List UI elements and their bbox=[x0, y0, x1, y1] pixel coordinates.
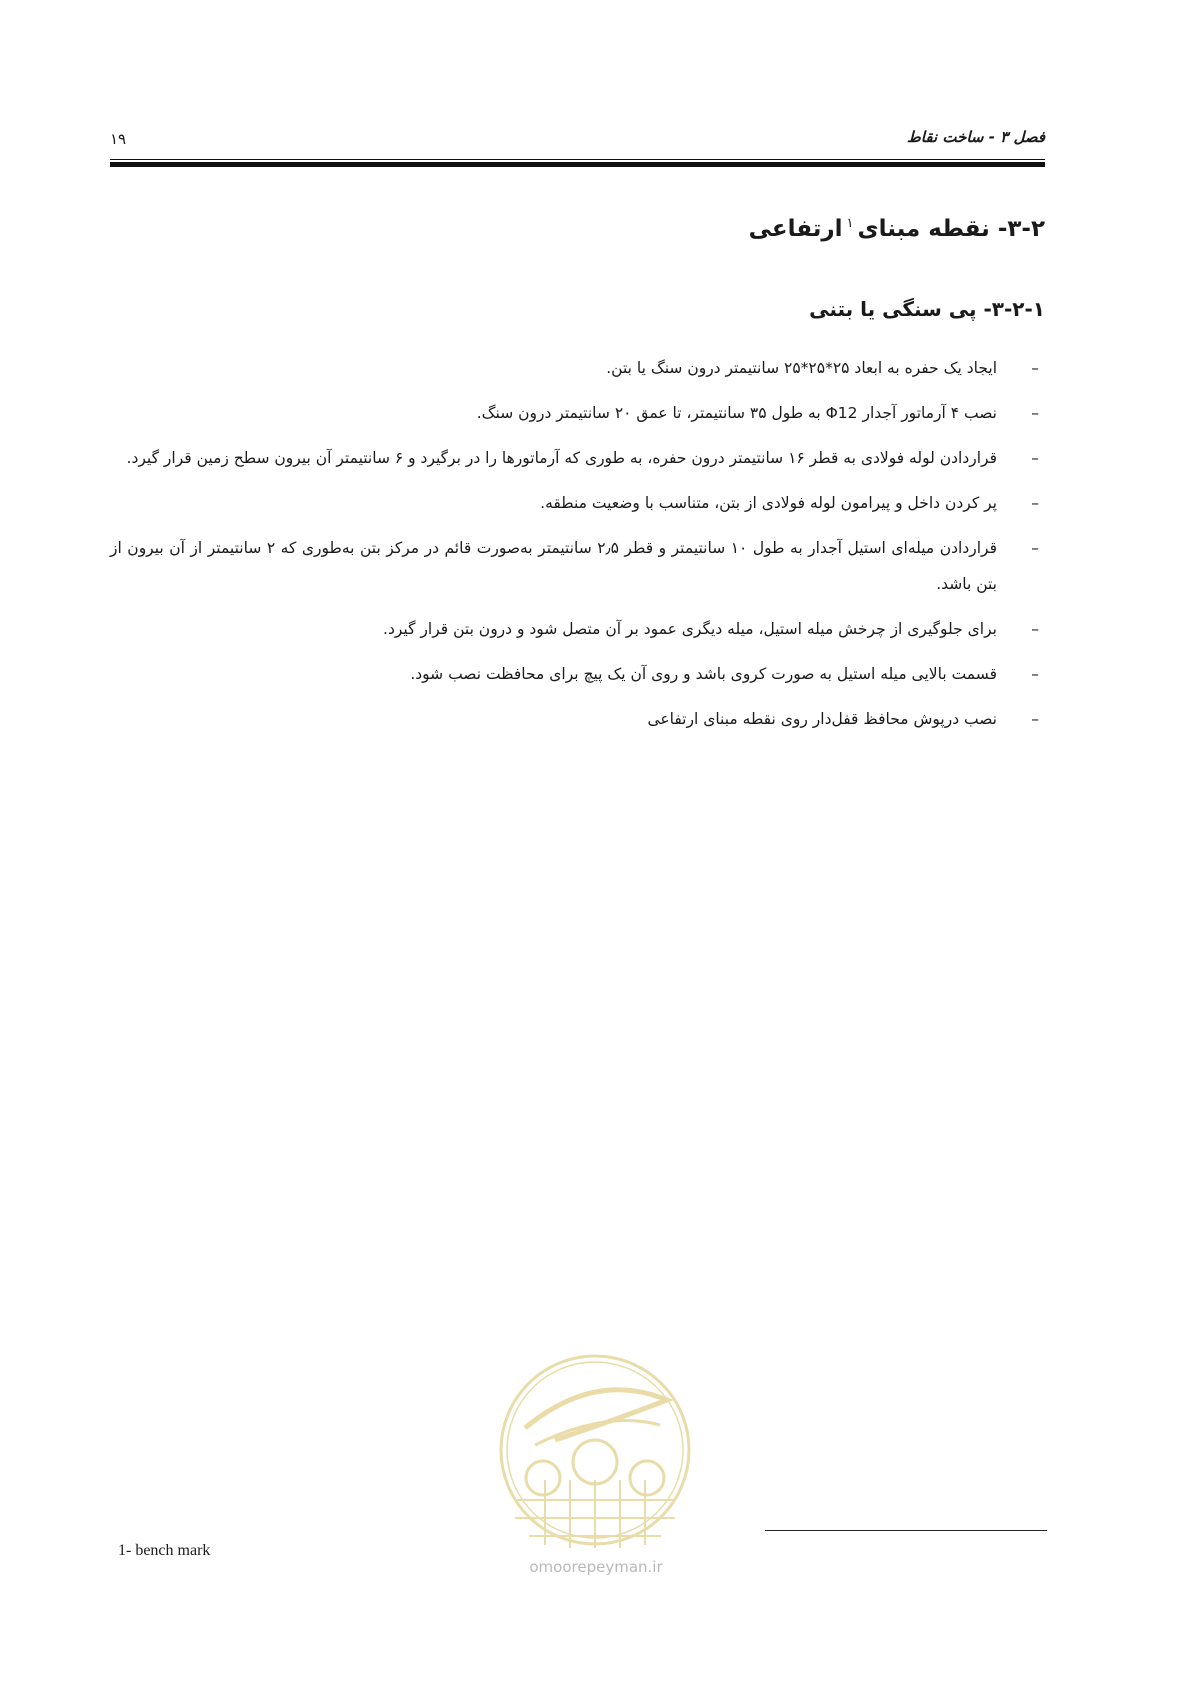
list-item bbox=[110, 395, 1045, 431]
page-number: ۱۹ bbox=[110, 130, 127, 148]
list-item bbox=[110, 440, 1045, 476]
list-item-text: قراردادن لوله فولادی به قطر ۱۶ سانتیمتر درون حفره، به طوری که آرماتورها را در برگیرد و ۶ سانتیمتر آن بیرون سطح زمین قرار گیرد. bbox=[126, 449, 997, 467]
section-heading-title-end: ارتفاعی bbox=[748, 216, 843, 242]
bullet-marker: – bbox=[1031, 665, 1039, 683]
list-item-text: نصب درپوش محافظ قفل‌دار روی نقطه مبنای ارتفاعی bbox=[647, 710, 997, 728]
footnote: 1- bench mark bbox=[118, 1542, 211, 1559]
bullet-marker: – bbox=[1031, 359, 1039, 377]
section-heading-number-title: ۳-۲- نقطه مبنای bbox=[857, 216, 1045, 242]
header-rule-thick bbox=[110, 162, 1045, 167]
list-item-text: برای جلوگیری از چرخش میله استیل، میله دیگری عمود بر آن متصل شود و درون بتن قرار گیرد. bbox=[383, 620, 997, 638]
list-item bbox=[110, 530, 1045, 602]
bullet-marker: – bbox=[1031, 539, 1039, 557]
list-item-text: قراردادن میله‌ای استیل آجدار به طول ۱۰ سانتیمتر و قطر ۲٫۵ سانتیمتر به‌صورت قائم در مرکز بتن به‌طوری که ۲ سانتیمتر از آن بیرون از بتن باشد. bbox=[110, 539, 997, 593]
list-item bbox=[110, 701, 1045, 737]
bullet-marker: – bbox=[1031, 494, 1039, 512]
list-item-text: نصب ۴ آرماتور آجدار Φ12 به طول ۳۵ سانتیمتر، تا عمق ۲۰ سانتیمتر درون سنگ. bbox=[476, 404, 997, 422]
footnote-reference[interactable]: ۱ bbox=[846, 216, 854, 232]
list-item-text: ایجاد یک حفره به ابعاد ۲۵*۲۵*۲۵ سانتیمتر درون سنگ یا بتن. bbox=[606, 359, 997, 377]
list-item bbox=[110, 611, 1045, 647]
watermark-url[interactable]: omoorepeyman.ir bbox=[529, 1558, 663, 1576]
list-item-text: قسمت بالایی میله استیل به صورت کروی باشد و روی آن یک پیچ برای محافظت نصب شود. bbox=[410, 665, 997, 683]
bullet-marker: – bbox=[1031, 710, 1039, 728]
bullet-marker: – bbox=[1031, 449, 1039, 467]
bullet-list bbox=[110, 350, 1045, 746]
bullet-marker: – bbox=[1031, 620, 1039, 638]
bullet-marker: – bbox=[1031, 404, 1039, 422]
chapter-title: فصل ۳ - ساخت نقاط bbox=[906, 128, 1045, 146]
list-item bbox=[110, 350, 1045, 386]
subsection-heading: ۳-۲-۱- پی سنگی یا بتنی bbox=[809, 297, 1045, 321]
header-rule-thin bbox=[110, 159, 1045, 160]
watermark-seal-icon bbox=[495, 1350, 695, 1550]
list-item bbox=[110, 656, 1045, 692]
list-item bbox=[110, 485, 1045, 521]
footnote-rule bbox=[765, 1530, 1047, 1531]
section-heading bbox=[749, 216, 1045, 242]
list-item-text: پر کردن داخل و پیرامون لوله فولادی از بتن، متناسب با وضعیت منطقه. bbox=[540, 494, 997, 512]
